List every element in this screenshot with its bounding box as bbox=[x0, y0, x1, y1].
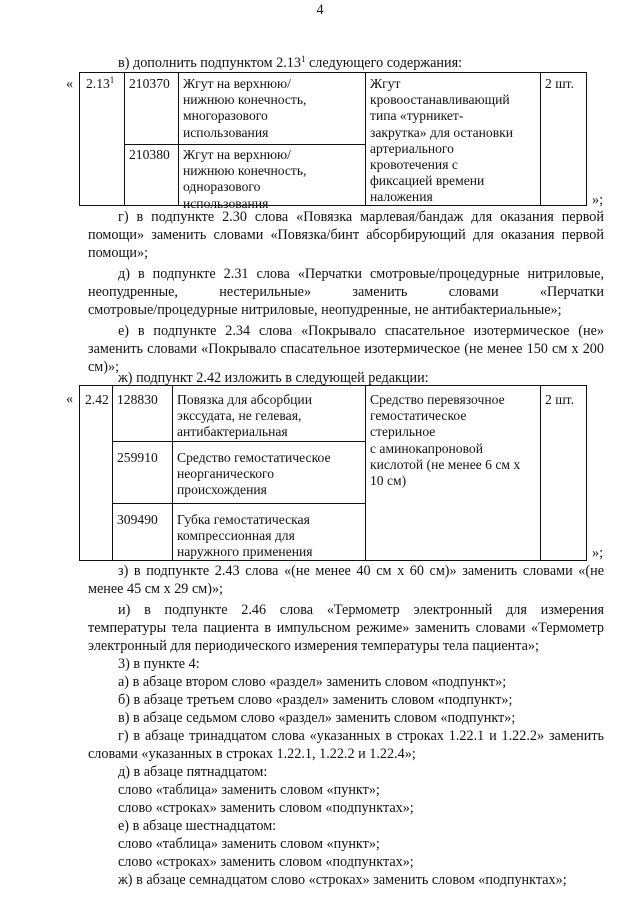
item-v-heading-tail: следующего содержания: bbox=[305, 55, 463, 71]
para-d-line1: д) в подпункте 2.31 слова «Перчатки смотровые/процедурные нитриловые, bbox=[118, 266, 604, 282]
table2-row3-code: 309490 bbox=[117, 512, 158, 527]
item-v-heading-sup: 1 bbox=[300, 54, 306, 64]
table2-row1-name: Повязка для абсорбции экссудата, не гелевая, антибактериальная bbox=[177, 392, 312, 440]
table1-qty: 2 шт. bbox=[545, 76, 574, 91]
quote-close-1: »; bbox=[592, 192, 604, 208]
para-g-line2: помощи» заменить словами «Повязка/бинт абсорбирующий для оказания первой bbox=[88, 227, 604, 243]
para-3e-item1: слово «таблица» заменить словом «пункт»; bbox=[118, 836, 380, 852]
para-3d-heading: д) в абзаце пятнадцатом: bbox=[118, 764, 268, 780]
table1-number-text: 2.13 bbox=[86, 76, 110, 91]
para-z-line2: менее 45 см х 29 см)»; bbox=[88, 581, 223, 597]
table2-qty: 2 шт. bbox=[545, 392, 574, 407]
para-3-heading: 3) в пункте 4: bbox=[118, 656, 200, 672]
para-e-line3: см)»; bbox=[88, 359, 120, 375]
quote-open-2: « bbox=[66, 391, 74, 407]
para-3e-heading: е) в абзаце шестнадцатом: bbox=[118, 818, 277, 834]
quote-open-1: « bbox=[66, 76, 74, 92]
para-z-line1: з) в подпункте 2.43 слова «(не менее 40 см х 60 см)» заменить словами «(не bbox=[118, 563, 604, 579]
para-3v: в) в абзаце седьмом слово «раздел» заменить словом «подпункт»; bbox=[118, 710, 516, 726]
table1-row1-name: Жгут на верхнюю/ нижнюю конечность, многоразового использования bbox=[183, 76, 307, 140]
para-3d-item2: слово «строках» заменить словом «подпунктах»; bbox=[118, 800, 414, 816]
para-e-line1: е) в подпункте 2.34 слова «Покрывало спасательное изотермическое (не» bbox=[118, 323, 604, 339]
table-2-13-1 bbox=[79, 72, 587, 211]
para-g-line3: помощи»; bbox=[88, 245, 149, 261]
para-zh-heading: ж) подпункт 2.42 изложить в следующей редакции: bbox=[118, 370, 429, 386]
page-number: 4 bbox=[316, 2, 324, 18]
para-d-line3: смотровые/процедурные нитриловые, неопудренные, не антибактериальные»; bbox=[88, 302, 562, 318]
table2-row2-name: Средство гемостатическое неорганического происхождения bbox=[177, 450, 331, 498]
table2-number: 2.42 bbox=[85, 392, 109, 407]
para-3zh: ж) в абзаце семнадцатом слово «строках» заменить словом «подпунктах»; bbox=[118, 872, 567, 888]
para-3b: б) в абзаце третьем слово «раздел» заменить словом «подпункт»; bbox=[118, 692, 513, 708]
para-3a: а) в абзаце втором слово «раздел» заменить словом «подпункт»; bbox=[118, 674, 507, 690]
table1-row2-code: 210380 bbox=[129, 147, 170, 162]
para-3g-line2: словами «указанных в строках 1.22.1, 1.22.2 и 1.22.4»; bbox=[88, 746, 416, 762]
para-i-line3: электронный для периодического измерения температуры тела пациента»; bbox=[88, 638, 539, 654]
para-3d-item1: слово «таблица» заменить словом «пункт»; bbox=[118, 782, 380, 798]
table1-number-sup: 1 bbox=[109, 75, 115, 85]
table2-description: Средство перевязочное гемостатическое стерильное с аминокапроновой кислотой (не менее 6 см х 10 см) bbox=[370, 392, 521, 489]
table1-description: Жгут кровоостанавливающий типа «турникет- закрутка» для остановки артериального кровотечения с фиксацией времени наложения bbox=[370, 76, 514, 205]
table1-row2-name: Жгут на верхнюю/ нижнюю конечность, одноразового использования bbox=[183, 147, 307, 211]
table2-row1-code: 128830 bbox=[117, 392, 158, 407]
table2-row2-code: 259910 bbox=[117, 450, 158, 465]
table2-row3-name: Губка гемостатическая компрессионная для наружного применения bbox=[177, 512, 313, 560]
para-3e-item2: слово «строках» заменить словом «подпунктах»; bbox=[118, 854, 414, 870]
para-i-line1: и) в подпункте 2.46 слова «Термометр электронный для измерения bbox=[118, 602, 604, 618]
para-d-line2: неопудренные, нестерильные» заменить словами «Перчатки bbox=[88, 284, 604, 300]
table1-row1-code: 210370 bbox=[129, 76, 170, 91]
para-i-line2: температуры тела пациента в импульсном режиме» заменить словами «Термометр bbox=[88, 620, 604, 636]
item-v-heading bbox=[118, 55, 634, 73]
table-2-42 bbox=[79, 385, 587, 561]
quote-close-2: »; bbox=[592, 545, 604, 561]
item-v-heading-text: в) дополнить подпунктом 2.13 bbox=[118, 55, 301, 71]
para-3g-line1: г) в абзаце тринадцатом слова «указанных в строках 1.22.1 и 1.22.2» заменить bbox=[118, 728, 604, 744]
table1-number bbox=[82, 74, 124, 94]
para-g-line1: г) в подпункте 2.30 слова «Повязка марлевая/бандаж для оказания первой bbox=[118, 209, 604, 225]
para-e-line2: заменить словами «Покрывало спасательное изотермическое (не менее 150 см х 200 bbox=[88, 341, 604, 357]
